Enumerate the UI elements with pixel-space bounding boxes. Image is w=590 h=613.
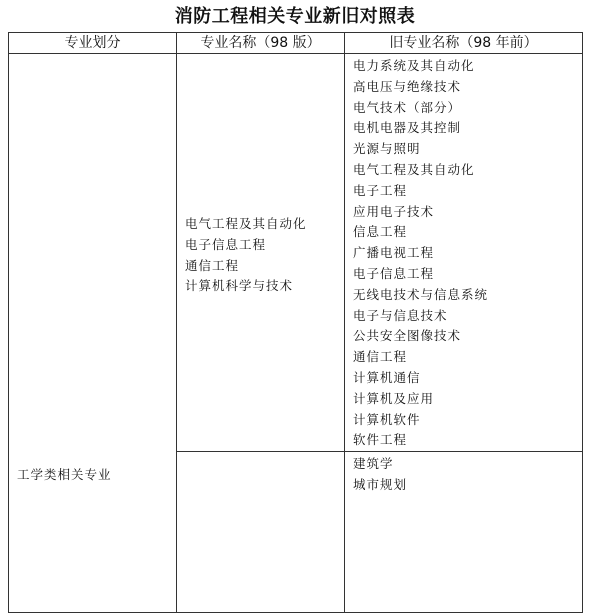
list-item: 电子工程: [353, 182, 408, 198]
table-row: [9, 54, 583, 452]
list-item: 电子信息工程: [185, 236, 267, 252]
list-item: 软件工程: [353, 432, 408, 448]
header-new-name: 专业名称（98 版）: [177, 33, 345, 54]
division-label: 工学类相关专业: [17, 467, 112, 482]
comparison-table: [8, 32, 583, 613]
list-item: 应用电子技术: [353, 203, 435, 219]
list-item: 光源与照明: [353, 141, 421, 157]
new-name-cell: [177, 54, 345, 452]
old-name-cell: [345, 452, 583, 613]
list-item: 计算机通信: [353, 369, 421, 385]
list-item: 高电压与绝缘技术: [353, 78, 462, 94]
new-name-list: [177, 54, 344, 297]
list-item: 通信工程: [353, 349, 408, 365]
list-item: 电子信息工程: [353, 265, 435, 281]
list-item: 公共安全图像技术: [353, 328, 462, 344]
list-item: 计算机科学与技术: [185, 278, 294, 294]
page-title: 消防工程相关专业新旧对照表: [174, 6, 416, 27]
list-item: 建筑学: [353, 456, 394, 472]
division-cell: [9, 54, 177, 613]
new-name-cell: [177, 452, 345, 613]
old-name-list: [345, 54, 582, 451]
list-item: 电气工程及其自动化: [353, 161, 475, 177]
new-name-list: [177, 452, 344, 612]
list-item: 城市规划: [353, 476, 408, 492]
list-item: 电子与信息技术: [353, 307, 448, 323]
list-item: 计算机及应用: [353, 390, 435, 406]
list-item: 电机电器及其控制: [353, 120, 462, 136]
header-old-name: 旧专业名称（98 年前）: [345, 33, 583, 54]
list-item: 无线电技术与信息系统: [353, 286, 489, 302]
old-name-cell: [345, 54, 583, 452]
list-item: 电气技术（部分）: [353, 99, 462, 115]
old-name-list: [345, 452, 582, 496]
list-item: 通信工程: [185, 257, 240, 273]
list-item: 广播电视工程: [353, 245, 435, 261]
header-row: [9, 33, 583, 54]
list-item: 信息工程: [353, 224, 408, 240]
list-item: 计算机软件: [353, 411, 421, 427]
list-item: 电力系统及其自动化: [353, 58, 475, 73]
header-division: 专业划分: [9, 33, 177, 54]
list-item: 电气工程及其自动化: [185, 216, 307, 231]
